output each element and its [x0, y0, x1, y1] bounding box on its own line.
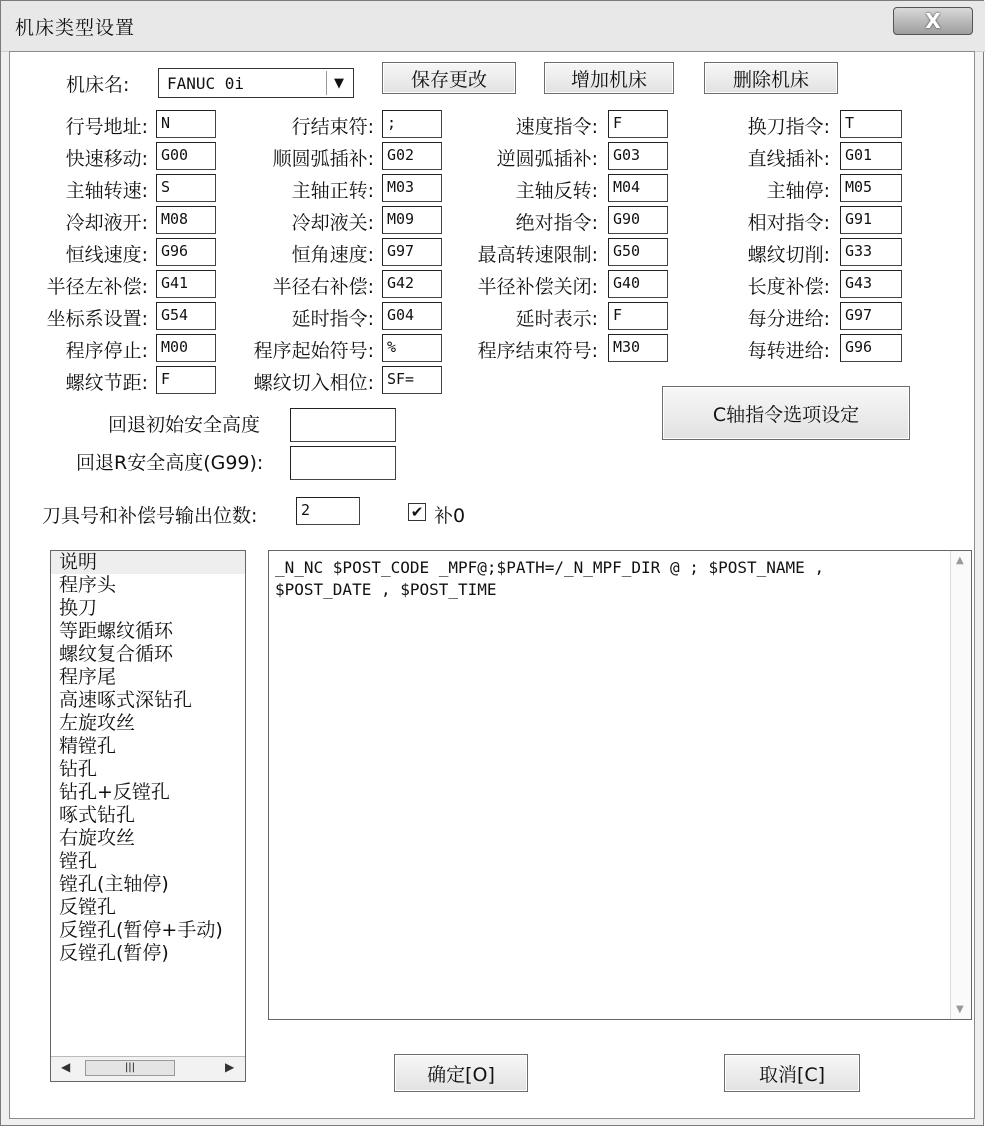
- scroll-thumb[interactable]: |||: [85, 1060, 175, 1076]
- param-field[interactable]: G96: [840, 334, 902, 362]
- list-item[interactable]: 程序尾: [59, 666, 117, 688]
- scroll-down-icon[interactable]: ▼: [956, 1004, 964, 1015]
- retract-init-height-field[interactable]: [290, 408, 396, 442]
- param-label: 主轴反转:: [515, 180, 598, 202]
- ok-button[interactable]: 确定[O]: [394, 1054, 528, 1092]
- param-label: 快速移动:: [65, 148, 148, 170]
- param-label: 逆圆弧插补:: [496, 148, 598, 170]
- param-label: 半径补偿关闭:: [477, 276, 598, 298]
- param-label: 半径左补偿:: [46, 276, 148, 298]
- retract-r-height-field[interactable]: [290, 446, 396, 480]
- param-field[interactable]: F: [156, 366, 216, 394]
- machine-name-dropdown[interactable]: [158, 68, 354, 98]
- param-label: 冷却液关:: [291, 212, 374, 234]
- param-field[interactable]: G00: [156, 142, 216, 170]
- param-field[interactable]: G90: [608, 206, 668, 234]
- retract-init-height-label: 回退初始安全高度: [108, 414, 261, 436]
- param-label: 程序结束符号:: [477, 340, 598, 362]
- c-axis-options-button[interactable]: C轴指令选项设定: [662, 386, 910, 440]
- pad-zero-label: 补0: [434, 505, 466, 527]
- param-label: 长度补偿:: [747, 276, 830, 298]
- param-label: 恒线速度:: [65, 244, 148, 266]
- close-button[interactable]: [893, 7, 973, 35]
- machine-name-label: 机床名:: [66, 74, 130, 96]
- param-field[interactable]: G97: [840, 302, 902, 330]
- param-field[interactable]: G01: [840, 142, 902, 170]
- param-label: 螺纹切削:: [747, 244, 830, 266]
- param-field[interactable]: G42: [382, 270, 442, 298]
- param-label: 相对指令:: [747, 212, 830, 234]
- param-field[interactable]: G97: [382, 238, 442, 266]
- param-label: 换刀指令:: [747, 116, 830, 138]
- param-label: 延时指令:: [291, 308, 374, 330]
- param-label: 坐标系设置:: [46, 308, 148, 330]
- list-item[interactable]: 镗孔: [59, 850, 98, 872]
- param-label: 直线插补:: [747, 148, 830, 170]
- param-field[interactable]: G04: [382, 302, 442, 330]
- param-label: 速度指令:: [515, 116, 598, 138]
- section-list: [51, 551, 245, 965]
- param-label: 最高转速限制:: [477, 244, 598, 266]
- machine-name-value: FANUC 0i: [167, 74, 245, 93]
- tool-digits-field[interactable]: 2: [296, 497, 360, 525]
- param-field[interactable]: M30: [608, 334, 668, 362]
- param-field[interactable]: G50: [608, 238, 668, 266]
- check-icon: ✔: [410, 503, 424, 521]
- param-label: 行号地址:: [65, 116, 148, 138]
- param-field[interactable]: SF=: [382, 366, 442, 394]
- title-bar: [1, 1, 985, 52]
- param-field[interactable]: F: [608, 302, 668, 330]
- vertical-scrollbar[interactable]: [950, 551, 971, 1019]
- scroll-left-icon[interactable]: ◀: [61, 1060, 71, 1074]
- param-label: 半径右补偿:: [272, 276, 374, 298]
- param-field[interactable]: M00: [156, 334, 216, 362]
- param-field[interactable]: G96: [156, 238, 216, 266]
- list-item[interactable]: 程序头: [59, 574, 117, 596]
- list-item[interactable]: 左旋攻丝: [59, 712, 136, 734]
- param-field[interactable]: F: [608, 110, 668, 138]
- param-field[interactable]: G02: [382, 142, 442, 170]
- list-item[interactable]: 换刀: [59, 597, 98, 619]
- param-field[interactable]: M05: [840, 174, 902, 202]
- list-item[interactable]: 高速啄式深钻孔: [59, 689, 193, 711]
- list-item[interactable]: 等距螺纹循环: [59, 620, 174, 642]
- list-item[interactable]: 钻孔: [59, 758, 98, 780]
- list-item[interactable]: 镗孔(主轴停): [59, 873, 169, 895]
- param-label: 顺圆弧插补:: [272, 148, 374, 170]
- param-label: 行结束符:: [291, 116, 374, 138]
- cancel-button[interactable]: 取消[C]: [724, 1054, 860, 1092]
- param-field[interactable]: S: [156, 174, 216, 202]
- param-field[interactable]: G41: [156, 270, 216, 298]
- scroll-right-icon[interactable]: ▶: [225, 1060, 235, 1074]
- code-template-text: _N_NC $POST_CODE _MPF@;$PATH=/_N_MPF_DIR @ ; $POST_NAME , $POST_DATE , $POST_TIME: [275, 558, 825, 599]
- list-item[interactable]: 反镗孔(暂停+手动): [59, 919, 223, 941]
- save-changes-button[interactable]: 保存更改: [382, 62, 516, 94]
- param-field[interactable]: N: [156, 110, 216, 138]
- param-label: 绝对指令:: [515, 212, 598, 234]
- param-label: 程序起始符号:: [253, 340, 374, 362]
- list-item[interactable]: 啄式钻孔: [59, 804, 136, 826]
- add-machine-button[interactable]: 增加机床: [544, 62, 674, 94]
- delete-machine-button[interactable]: 删除机床: [704, 62, 838, 94]
- param-field[interactable]: G33: [840, 238, 902, 266]
- param-field[interactable]: M03: [382, 174, 442, 202]
- param-field[interactable]: %: [382, 334, 442, 362]
- list-item[interactable]: 钻孔+反镗孔: [59, 781, 170, 803]
- tool-digits-label: 刀具号和补偿号输出位数:: [42, 505, 258, 527]
- param-label: 恒角速度:: [291, 244, 374, 266]
- window-title: 机床类型设置: [15, 17, 136, 39]
- list-item[interactable]: 右旋攻丝: [59, 827, 136, 849]
- chevron-down-icon[interactable]: ▼: [326, 71, 351, 95]
- param-label: 主轴转速:: [65, 180, 148, 202]
- section-listbox[interactable]: [50, 550, 246, 1082]
- scroll-up-icon[interactable]: ▲: [956, 555, 964, 566]
- param-label: 主轴正转:: [291, 180, 374, 202]
- param-field[interactable]: G54: [156, 302, 216, 330]
- param-field[interactable]: G40: [608, 270, 668, 298]
- param-field[interactable]: G03: [608, 142, 668, 170]
- pad-zero-checkbox[interactable]: [408, 503, 426, 521]
- list-item[interactable]: 说明: [51, 551, 245, 574]
- horizontal-scrollbar[interactable]: [51, 1056, 245, 1081]
- param-label: 螺纹切入相位:: [253, 372, 374, 394]
- param-field[interactable]: M09: [382, 206, 442, 234]
- param-label: 冷却液开:: [65, 212, 148, 234]
- list-item[interactable]: 螺纹复合循环: [59, 643, 174, 665]
- dialog-client-area: [9, 51, 975, 1119]
- retract-r-height-label: 回退R安全高度(G99):: [76, 452, 264, 474]
- param-field[interactable]: M08: [156, 206, 216, 234]
- param-field[interactable]: G43: [840, 270, 902, 298]
- param-label: 每分进给:: [747, 308, 830, 330]
- param-field[interactable]: G91: [840, 206, 902, 234]
- param-label: 延时表示:: [515, 308, 598, 330]
- code-template-editor[interactable]: [268, 550, 972, 1020]
- list-item[interactable]: 反镗孔(暂停): [59, 942, 169, 964]
- param-field[interactable]: ;: [382, 110, 442, 138]
- close-icon: X: [925, 9, 941, 33]
- param-field[interactable]: T: [840, 110, 902, 138]
- list-item[interactable]: 精镗孔: [59, 735, 117, 757]
- param-label: 程序停止:: [65, 340, 148, 362]
- param-label: 主轴停:: [766, 180, 830, 202]
- param-label: 螺纹节距:: [65, 372, 148, 394]
- list-item[interactable]: 反镗孔: [59, 896, 117, 918]
- param-label: 每转进给:: [747, 340, 830, 362]
- param-field[interactable]: M04: [608, 174, 668, 202]
